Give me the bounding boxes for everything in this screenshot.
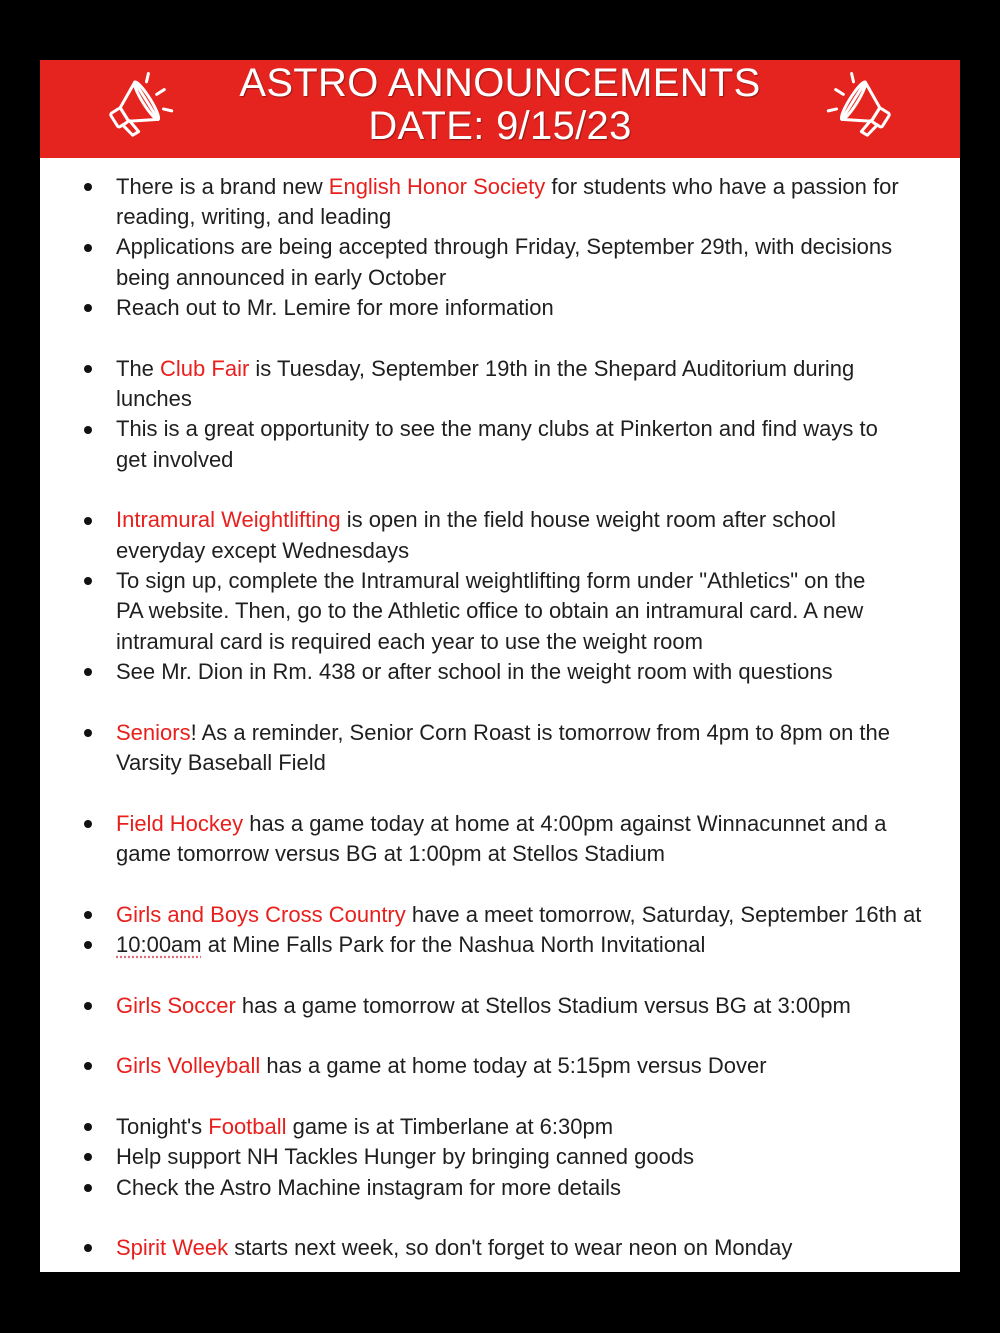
text-segment: See Mr. Dion in Rm. 438 or after school in the weight room with questions bbox=[116, 659, 833, 685]
text-segment: To sign up, complete the Intramural weightlifting form under "Athletics" on the bbox=[116, 568, 866, 594]
announcement-group bbox=[40, 505, 960, 687]
text-segment: Tonight's bbox=[116, 1113, 209, 1139]
announcement-item bbox=[40, 718, 960, 779]
announcement-group bbox=[40, 1233, 960, 1263]
announcement-item bbox=[40, 566, 960, 657]
text-segment: is Tuesday, September 19th in the Shepard Auditorium during bbox=[249, 355, 855, 381]
text-segment: Reach out to Mr. Lemire for more information bbox=[116, 295, 554, 321]
announcement-item bbox=[40, 1173, 960, 1203]
announcement-line bbox=[116, 232, 960, 262]
announcement-item bbox=[40, 1233, 960, 1263]
text-segment: PA website. Then, go to the Athletic office to obtain an intramural card. A new bbox=[116, 598, 864, 624]
text-segment: Applications are being accepted through Friday, September 29th, with decisions bbox=[116, 234, 893, 260]
announcement-line bbox=[116, 202, 960, 232]
announcement-line bbox=[116, 1112, 960, 1142]
announcement-line bbox=[116, 414, 960, 444]
announcement-group bbox=[40, 1112, 960, 1203]
text-segment: intramural card is required each year to use the weight room bbox=[116, 628, 703, 654]
announcement-line bbox=[116, 1233, 960, 1263]
text-segment: Varsity Baseball Field bbox=[116, 750, 326, 776]
announcement-line bbox=[116, 1142, 960, 1172]
announcement-sheet bbox=[40, 60, 960, 1272]
text-segment: reading, writing, and leading bbox=[116, 204, 392, 230]
announcement-line bbox=[116, 839, 960, 869]
text-segment: The bbox=[116, 355, 161, 381]
text-segment: has a game today at home at 4:00pm against Winnacunnet and a bbox=[243, 810, 887, 836]
bullet-icon bbox=[84, 1062, 92, 1070]
announcement-group bbox=[40, 900, 960, 961]
announcement-line bbox=[116, 566, 960, 596]
announcement-line bbox=[116, 445, 960, 475]
bullet-icon bbox=[84, 729, 92, 737]
bullet-icon bbox=[84, 517, 92, 525]
announcement-item bbox=[40, 414, 960, 475]
text-segment: everyday except Wednesdays bbox=[116, 537, 410, 563]
text-segment: lunches bbox=[116, 386, 192, 412]
announcement-line bbox=[116, 293, 960, 323]
bullet-icon bbox=[84, 365, 92, 373]
text-segment: Help support NH Tackles Hunger by bringing canned goods bbox=[116, 1144, 695, 1170]
bullet-icon bbox=[84, 1002, 92, 1010]
announcement-list bbox=[40, 172, 960, 1272]
bullet-icon bbox=[84, 577, 92, 585]
announcement-item bbox=[40, 354, 960, 415]
announcement-item bbox=[40, 1142, 960, 1172]
text-segment: have a meet tomorrow, Saturday, September 16th at bbox=[405, 901, 922, 927]
bullet-icon bbox=[84, 183, 92, 191]
announcement-line bbox=[116, 809, 960, 839]
announcement-group bbox=[40, 809, 960, 870]
text-segment: for students who have a passion for bbox=[545, 173, 899, 199]
bullet-icon bbox=[84, 941, 92, 949]
announcement-line bbox=[116, 718, 960, 748]
announcement-line bbox=[116, 627, 960, 657]
bullet-icon bbox=[84, 426, 92, 434]
highlighted-text: Spirit Week bbox=[116, 1235, 229, 1261]
text-segment: being announced in early October bbox=[116, 264, 447, 290]
megaphone-icon bbox=[822, 64, 902, 144]
announcement-line bbox=[116, 991, 960, 1021]
announcement-item bbox=[40, 657, 960, 687]
bullet-icon bbox=[84, 820, 92, 828]
highlighted-text: Field Hockey bbox=[116, 810, 244, 836]
announcement-item bbox=[40, 232, 960, 293]
announcement-group bbox=[40, 354, 960, 475]
announcement-group bbox=[40, 1051, 960, 1081]
text-segment: has a game tomorrow at Stellos Stadium versus BG at 3:00pm bbox=[235, 992, 851, 1018]
announcement-group bbox=[40, 718, 960, 779]
announcement-item bbox=[40, 930, 960, 960]
announcement-line bbox=[116, 384, 960, 414]
announcement-item bbox=[40, 809, 960, 870]
highlighted-text: Football bbox=[208, 1113, 287, 1139]
text-segment: game tomorrow versus BG at 1:00pm at Stellos Stadium bbox=[116, 841, 666, 867]
highlighted-text: Seniors bbox=[116, 719, 191, 745]
announcement-item bbox=[40, 505, 960, 566]
bullet-icon bbox=[84, 1123, 92, 1131]
highlighted-text: Girls Soccer bbox=[116, 992, 236, 1018]
announcement-line bbox=[116, 1051, 960, 1081]
page-title: ASTRO ANNOUNCEMENTS bbox=[239, 61, 761, 105]
announcement-line bbox=[116, 354, 960, 384]
text-segment: This is a great opportunity to see the many clubs at Pinkerton and find ways to bbox=[116, 416, 878, 442]
announcement-item bbox=[40, 1112, 960, 1142]
announcement-line bbox=[116, 505, 960, 535]
bullet-icon bbox=[84, 1184, 92, 1192]
text-segment: Check the Astro Machine instagram for more details bbox=[116, 1174, 622, 1200]
bullet-icon bbox=[84, 1153, 92, 1161]
announcement-line bbox=[116, 536, 960, 566]
text-segment: has a game at home today at 5:15pm versus Dover bbox=[260, 1053, 767, 1079]
announcement-line bbox=[116, 1173, 960, 1203]
highlighted-text: Club Fair bbox=[160, 355, 250, 381]
announcement-item bbox=[40, 991, 960, 1021]
announcement-group bbox=[40, 991, 960, 1021]
highlighted-text: English Honor Society bbox=[328, 173, 546, 199]
bullet-icon bbox=[84, 668, 92, 676]
highlighted-text: Intramural Weightlifting bbox=[116, 507, 341, 533]
announcement-line bbox=[116, 748, 960, 778]
text-segment: is open in the field house weight room after school bbox=[340, 507, 836, 533]
text-segment: starts next week, so don't forget to wear neon on Monday bbox=[228, 1235, 793, 1261]
text-segment: at Mine Falls Park for the Nashua North Invitational bbox=[201, 932, 706, 957]
bullet-icon bbox=[84, 304, 92, 312]
announcement-item bbox=[40, 1051, 960, 1081]
bullet-icon bbox=[84, 911, 92, 919]
announcement-group bbox=[40, 172, 960, 324]
announcement-line bbox=[116, 596, 960, 626]
announcement-line bbox=[116, 263, 960, 293]
bullet-icon bbox=[84, 1244, 92, 1252]
announcement-line bbox=[116, 657, 960, 687]
announcement-item bbox=[40, 172, 960, 233]
text-segment: game is at Timberlane at 6:30pm bbox=[286, 1113, 614, 1139]
header-banner bbox=[40, 60, 960, 158]
highlighted-text: Girls Volleyball bbox=[116, 1053, 261, 1079]
announcement-line bbox=[116, 900, 960, 930]
bullet-icon bbox=[84, 244, 92, 252]
highlighted-text: Girls and Boys Cross Country bbox=[116, 901, 406, 927]
text-segment: get involved bbox=[116, 446, 234, 472]
text-segment: ! As a reminder, Senior Corn Roast is tomorrow from 4pm to 8pm on the bbox=[190, 719, 890, 745]
announcement-line bbox=[116, 172, 960, 202]
text-segment: 10:00am bbox=[116, 932, 202, 957]
text-segment: There is a brand new bbox=[116, 173, 329, 199]
announcement-line bbox=[116, 930, 960, 960]
announcement-item bbox=[40, 293, 960, 323]
page-date: DATE: 9/15/23 bbox=[368, 104, 632, 148]
announcement-item bbox=[40, 900, 960, 930]
